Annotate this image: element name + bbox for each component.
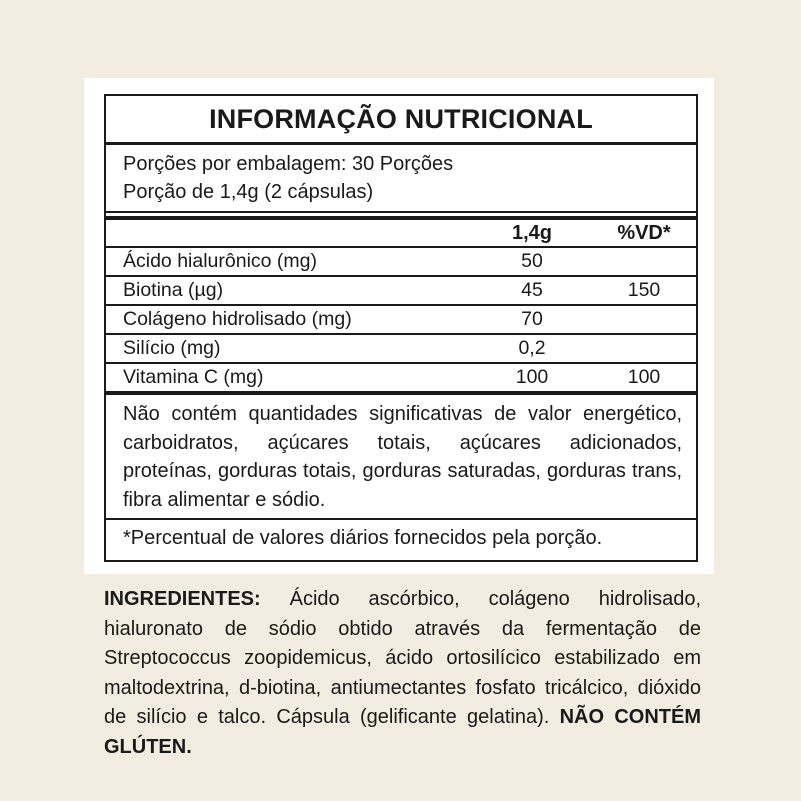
nutrient-name: Ácido hialurônico (mg) (123, 250, 318, 272)
nutrient-quantity: 50 (521, 250, 543, 272)
gluten-free-statement: NÃO CONTÉM GLÚTEN. (104, 706, 701, 758)
table-row (106, 306, 696, 335)
nutrient-daily-value: 150 (627, 279, 661, 301)
nutrition-facts-box (104, 94, 698, 562)
nutrient-quantity: 100 (515, 366, 549, 388)
label-panel (84, 78, 714, 574)
column-header-quantity: 1,4g (511, 221, 553, 244)
nutrient-name: Silício (mg) (123, 337, 221, 359)
table-row (106, 335, 696, 364)
table-header-row (106, 220, 696, 248)
ingredients-paragraph (104, 585, 701, 762)
nutrient-quantity: 0,2 (518, 337, 546, 359)
nutrient-name: Biotina (µg) (123, 279, 224, 301)
table-row (106, 364, 696, 395)
servings-per-package: Porções por embalagem: 30 Porções (123, 153, 454, 175)
insignificant-amounts-note: Não contém quantidades significativas de valor energético, carboidratos, açúcares totais, açúcares adicionados, proteínas, gorduras totais, gorduras saturadas, gorduras trans, fibra alimentar e sódio. (106, 395, 696, 520)
nutrient-daily-value: 100 (627, 366, 661, 388)
ingredients-body: Ácido ascórbico, colágeno hidrolisado, hialuronato de sódio obtido através da fermentação de Streptococcus zoopidemicus, ácido ortosilícico estabilizado em maltodextrina, d-biotina, antiumectantes fosfato tricálcico, dióxido de silício e talco. Cápsula (gelificante gelatina). (104, 588, 701, 728)
nutrient-name: Vitamina C (mg) (123, 366, 264, 388)
column-header-daily-value: %VD* (617, 221, 671, 244)
nutrition-title: INFORMAÇÃO NUTRICIONAL (106, 96, 696, 145)
thick-divider (106, 211, 696, 220)
nutrient-quantity: 45 (521, 279, 543, 301)
serving-info (106, 145, 696, 211)
daily-value-footnote: *Percentual de valores diários fornecidos pela porção. (123, 527, 603, 549)
ingredients-label: INGREDIENTES: (104, 588, 261, 610)
serving-size: Porção de 1,4g (2 cápsulas) (123, 181, 374, 203)
nutrient-name: Colágeno hidrolisado (mg) (123, 308, 352, 330)
table-row (106, 248, 696, 277)
nutrient-quantity: 70 (521, 308, 543, 330)
table-row (106, 277, 696, 306)
